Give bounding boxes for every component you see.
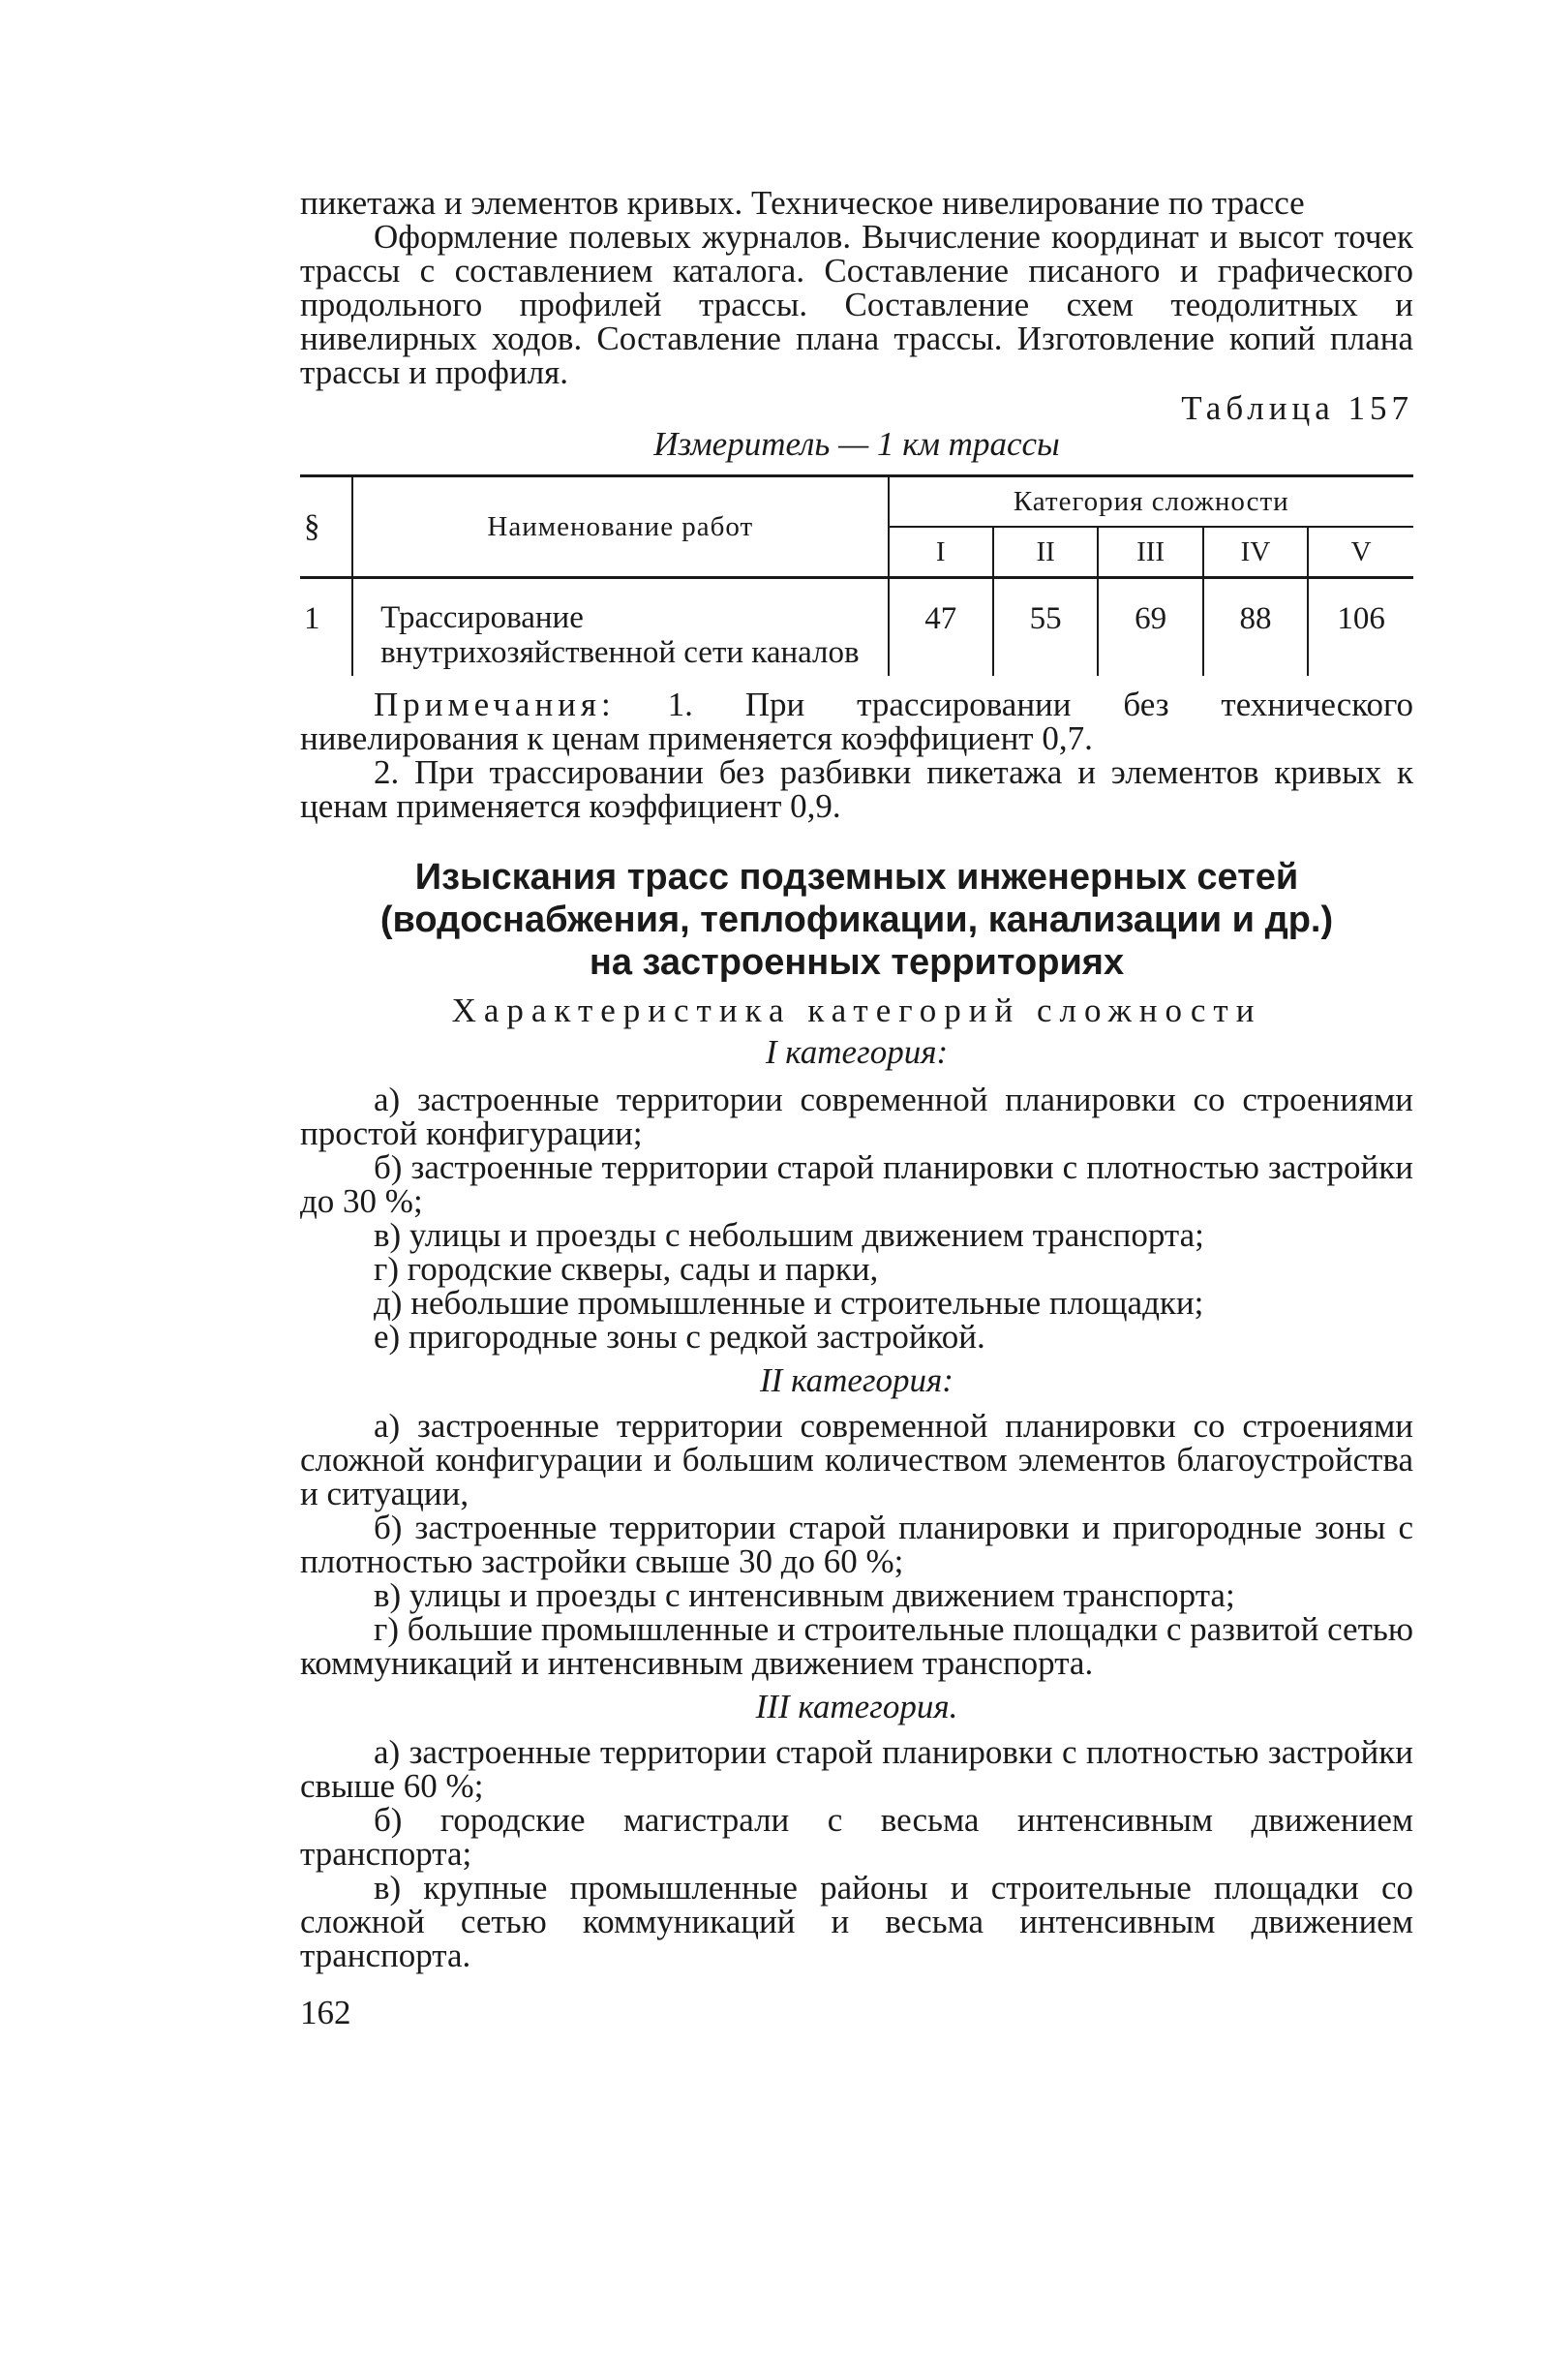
category-3-title: III категория. [755,1688,958,1725]
cat2-item-c: в) улицы и проезды с интенсивным движением транспорта; [374,1576,1235,1614]
pricing-table [300,474,1413,676]
cat1-item-c: в) улицы и проезды с небольшим движением транспорта; [374,1216,1204,1254]
header-category-2: II [993,527,1098,578]
heading-line-3: на застроенных территориях [589,942,1125,983]
table-row [300,578,1413,677]
table-measure: Измеритель — 1 км трассы [653,425,1060,463]
header-category-3: III [1098,527,1202,578]
header-category-group: Категория сложности [889,476,1413,528]
row-value-1: 47 [889,578,993,677]
subheading: Характеристика категорий сложности [451,992,1262,1029]
cat2-item-d: г) большие промышленные и строительные площадки с развитой сетью коммуникаций и интенсивным движением транспорта. [300,1610,1413,1682]
header-category-4: IV [1203,527,1308,578]
heading-line-1: Изыскания трасс подземных инженерных сетей [414,857,1299,898]
page-number: 162 [300,1994,351,2031]
category-2-title: II категория: [760,1361,954,1399]
row-value-3: 69 [1098,578,1202,677]
notes-label: Примечания: [374,686,616,723]
row-value-4: 88 [1203,578,1308,677]
cat1-item-b: б) застроенные территории старой планировки с плотностью застройки до 30 %; [300,1148,1413,1220]
cat3-item-a: а) застроенные территории старой планировки с плотностью застройки свыше 60 %; [300,1733,1413,1805]
note-2: 2. При трассировании без разбивки пикетажа и элементов кривых к ценам применяется коэффициент 0,9. [300,753,1413,825]
header-category-5: V [1350,535,1372,567]
header-work-name: Наименование работ [352,476,888,578]
cat1-item-d: г) городские скверы, сады и парки, [374,1250,879,1288]
row-value-2: 55 [993,578,1098,677]
cat3-item-c: в) крупные промышленные районы и строительные площадки со сложной сетью коммуникаций и весьма интенсивным движением транспорта. [300,1869,1413,1974]
row-value-5: 106 [1337,601,1385,636]
cat2-item-b: б) застроенные территории старой планировки и пригородные зоны с плотностью застройки свыше 30 до 60 %; [300,1509,1413,1580]
document-page [300,186,1413,2029]
row-section: 1 [300,578,352,677]
cat1-item-e: д) небольшие промышленные и строительные площадки; [374,1284,1204,1322]
note-1-text: 1. При трассировании без технического нивелирования к ценам применяется коэффициент 0,7. [300,686,1413,757]
intro-paragraph-2: Оформление полевых журналов. Вычисление координат и высот точек трассы с составлением каталога. Составление писаного и графического продольного профилей трассы. Составление схем теодолитных и нивелирных ходов. Составление плана трассы. Изготовление копий плана трассы и профиля. [300,218,1413,391]
cat3-item-b: б) городские магистрали с весьма интенсивным движением транспорта; [300,1801,1413,1873]
intro-paragraph-1: пикетажа и элементов кривых. Техническое нивелирование по трассе [300,184,1305,222]
heading-line-2: (водоснабжения, теплофикации, канализации и др.) [379,900,1334,940]
cat1-item-f: е) пригородные зоны с редкой застройкой. [374,1318,985,1356]
table-label: Таблица 157 [1181,389,1413,427]
section-heading [300,856,1413,984]
cat2-item-a: а) застроенные территории современной планировки со строениями сложной конфигурации и большим количеством элементов благоустройства и ситуации, [300,1407,1413,1512]
row-work-name: Трассирование внутрихозяйственной сети каналов [352,578,888,677]
header-section: § [300,476,352,578]
header-category-1: I [889,527,993,578]
category-1-title: I категория: [765,1033,949,1071]
note-1 [300,687,1413,755]
cat1-item-a: а) застроенные территории современной планировки со строениями простой конфигурации; [300,1081,1413,1152]
